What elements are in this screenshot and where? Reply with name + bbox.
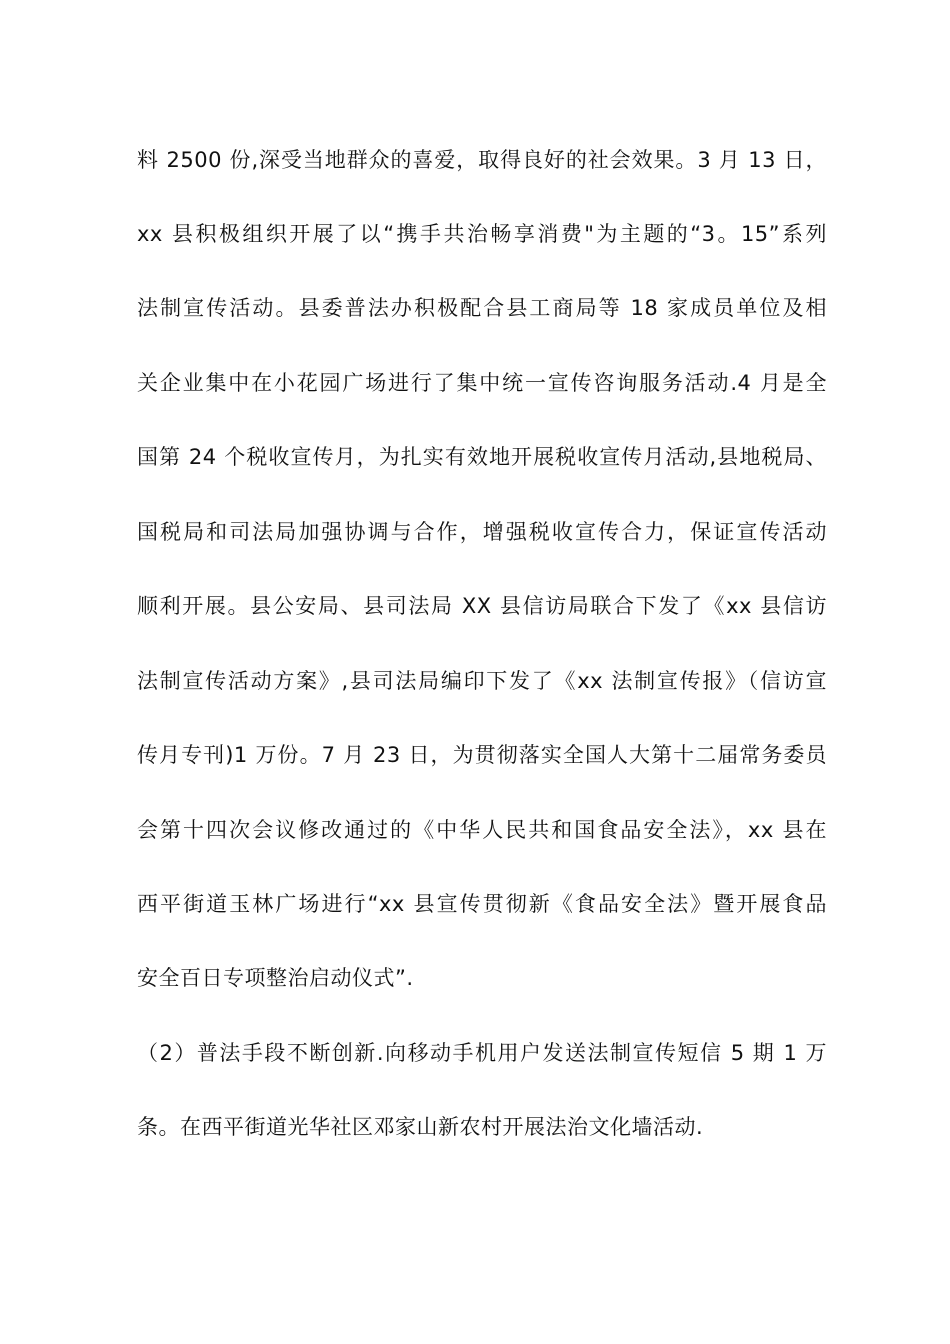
text-line: 国税局和司法局加强协调与合作，增强税收宣传合力，保证宣传活动 bbox=[137, 520, 827, 544]
text-line: （2）普法手段不断创新.向移动手机用户发送法制宣传短信 5 期 1 万 bbox=[137, 1041, 827, 1065]
text-line: 法制宣传活动方案》,县司法局编印下发了《xx 法制宣传报》（信访宣 bbox=[137, 669, 827, 693]
text-line: 顺利开展。县公安局、县司法局 XX 县信访局联合下发了《xx 县信访 bbox=[137, 594, 827, 618]
text-line: xx 县积极组织开展了以“携手共治畅享消费"为主题的“3。15”系列 bbox=[137, 222, 827, 246]
text-line: 会第十四次会议修改通过的《中华人民共和国食品安全法》，xx 县在 bbox=[137, 818, 827, 842]
text-line: 西平街道玉林广场进行“xx 县宣传贯彻新《食品安全法》暨开展食品 bbox=[137, 892, 827, 916]
text-line: 安全百日专项整治启动仪式”. bbox=[137, 966, 414, 990]
text-line: 料 2500 份,深受当地群众的喜爱，取得良好的社会效果。3 月 13 日， bbox=[137, 148, 827, 172]
text-line: 关企业集中在小花园广场进行了集中统一宣传咨询服务活动.4 月是全 bbox=[137, 371, 827, 395]
text-line: 传月专刊)1 万份。7 月 23 日，为贯彻落实全国人大第十二届常务委员 bbox=[137, 743, 827, 767]
text-line: 法制宣传活动。县委普法办积极配合县工商局等 18 家成员单位及相 bbox=[137, 296, 827, 320]
text-line: 国第 24 个税收宣传月，为扎实有效地开展税收宣传月活动,县地税局、 bbox=[137, 445, 827, 469]
text-line: 条。在西平街道光华社区邓家山新农村开展法治文化墙活动. bbox=[137, 1115, 704, 1139]
